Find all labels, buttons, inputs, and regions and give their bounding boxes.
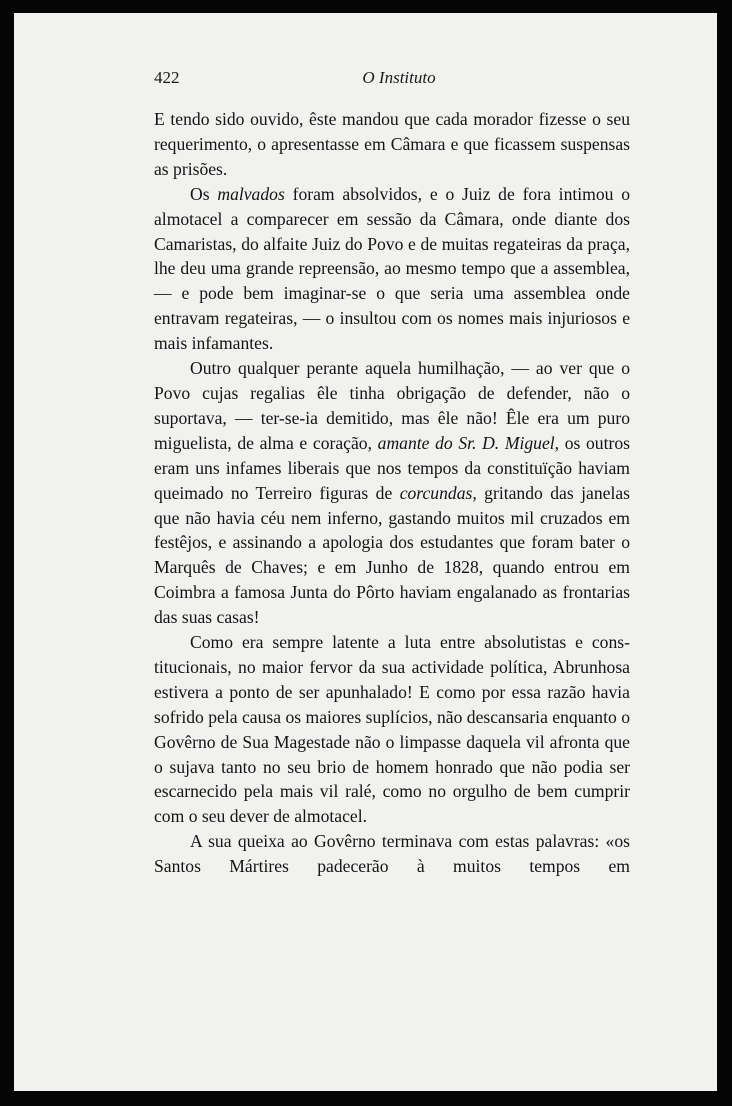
page-number: 422: [154, 68, 180, 87]
text-run: os outros eram uns infames liberais que nos tempos da constituïção haviam queimado no Terreiro figuras de: [154, 432, 630, 503]
text-run: Os: [190, 183, 218, 204]
text-run: Como era sempre latente a luta entre absolutistas e constitucionais, no maior fervor da sua actividade política, Abrunhosa estivera a ponto de ser apunhalado! E como por essa razão havia sofrido pela causa os maiores suplícios, não descansaria enquanto o Govêrno de Sua Magestade não o limpasse daquela vil afronta que o sujava tanto no seu brio de homem honrado que não podia ser escarnecido pela mais vil ralé, como no orgulho de bem cumprir com o seu dever de almotacel.: [154, 632, 630, 827]
running-title: O Instituto: [362, 68, 436, 87]
page-header: [154, 63, 644, 93]
italic-text-run: malvados: [217, 183, 285, 204]
paragraph: [154, 107, 630, 182]
text-run: gritando das janelas que não havia céu nem inferno, gastando muitos mil cruzados em festêjos, e assinando a apologia dos estudantes que foram bater o Marquês de Chaves; e em Junho de 1828, quando entrou em Coimbra a famosa Junta do Pôrto haviam engalanado as frontarias das suas casas!: [154, 482, 630, 628]
paragraph: [154, 630, 630, 829]
italic-text-run: amante do Sr. D. Miguel,: [377, 432, 560, 453]
italic-text-run: corcundas,: [399, 482, 477, 503]
paragraph: [154, 829, 630, 879]
body-text: [154, 107, 630, 879]
text-run: A sua queixa ao Govêrno terminava com estas palavras: «os Santos Mártires padecerão à muitos tempos em: [154, 831, 630, 877]
book-page: [14, 13, 717, 1091]
text-run: E tendo sido ouvido, êste mandou que cada morador fizesse o seu requerimento, o apresentasse em Câmara e que ficassem suspensas as prisões.: [154, 109, 630, 179]
text-run: foram absolvidos, e o Juiz de fora intimou o almotacel a comparecer em sessão da Câmara, onde diante dos Camaristas, do alfaite Juiz do Povo e de muitas regateiras da praça, lhe deu uma grande repreensão, ao mesmo tempo que a assemblea, — e pode bem imaginar-se o que seria uma assemblea onde entravam regateiras, — o insultou com os nomes mais injuriosos e mais infamantes.: [154, 183, 631, 354]
paragraph: [154, 182, 630, 356]
text-run: Outro qualquer perante aquela humilhação, — ao ver que o Povo cujas regalias êle tinha obrigação de defender, não o suportava, — ter-se-ia demitido, mas êle não! Êle era um puro miguelista, de alma e coração,: [154, 358, 630, 453]
paragraph: [154, 356, 630, 630]
